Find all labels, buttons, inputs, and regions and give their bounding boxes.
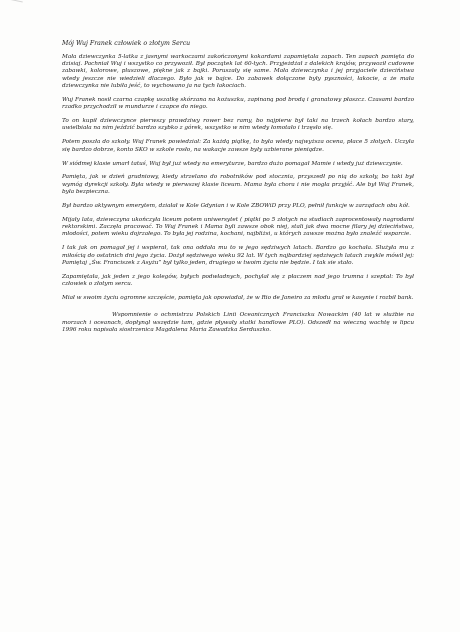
paragraph: Mała dziewczynka 5-latka z jasnymi warkoczami zakończonymi kokardami zapamiętała zapach. Ten zapach pamięta do dzisiaj. Pachniał Wuj i wszystko co przywoził. Był początek lat 60-tych. Przyjeżdżał z dalekich krajów, przywoził cudowne zabawki, kolorowe, pluszowe, piękne jak z bajki. Poruszały się same. Mała dziewczynka i jej przyjaciele dzieciństwa wtedy jeszcze nie wiedzieli dlaczego. Było jak w bajce. Do zabawek dołączone były pyszności, łakocie, a że mała dziewczynka nie lubiła jeść, to wychowano ja na tych łakociach. [62,53,414,90]
paragraph: Zapamiętała, jak jeden z jego kolegów, byłych podwładnych, pochylał się z płaczem nad jego trumna i szeptał: To był człowiek o złotym sercu. [62,273,414,288]
memorial-note: Wspomnienie o ochmistrzu Polskich Linii Oceanicznych Franciszku Nowackim (40 lat w służbie na morzach i oceanach, dopłynął wszędzie tam, gdzie pływały statki handlowe PLO). Odszedł na wieczną wachtę w lipcu 1996 roku napisała siostrzenica Magdalena Maria Zawadzka Serduszko. [62,312,414,333]
paragraph: Miał w swoim życiu ogromne szczęście, pamięta jak opowiadał, że w Rio de Janeiro za młodu grał w kasynie i rozbił bank. [62,294,414,301]
scan-artifact [7,0,23,10]
paragraph: Był bardzo aktywnym emerytem, działał w Kole Gdynian i w Kole ZBOWiD przy PLO, pełnił funkcje w zarządach obu kół. [62,202,410,209]
paragraph: Wuj Franek nosił czarna czapkę uszatkę skórzana na kożuszku, zapinaną pod brodą i granatowy płaszcz. Czasami bardzo rzadko przychodził w mundurze i czapce do niego. [62,96,414,111]
paragraph: W siódmej klasie umarł tatuś, Wuj był już wtedy na emeryturze, bardzo dużo pomagał Mamie i wtedy już dziewczynie. [62,160,403,167]
paragraph: I tak jak on pomagał jej i wspierał, tak ona oddała mu to w jego sędziwych latach. Bardzo go kochała. Służyła mu z miłością do ostatnich dni jego życia. Dożył sędziwego wieku 92 lat. W tych najbardziej sędziwych latach zwykle mówił jej: Pamiętaj „Św. Franciszek z Asyżu” był tylko jeden, drugiego w twoim życiu nie będzie. I tak sie stało. [62,245,414,266]
paragraph: Mijały lata, dziewczyna ukończyła liceum potem uniwersytet ( piątki po 5 złotych na studiach zaprocentowały nagrodami rektorskimi. Zaczęła pracować. To Wuj Franek i Mama byli zawsze obok niej, stali jak dwa mocne filary jej dzieciństwa, młodości, potem wieku dojrzałego. To była jej rodzina, kochani, najbliżsi, u których zawsze można było znaleźć wsparcie. [62,216,414,238]
document-title: Mój Wuj Franek człowiek o złotym Sercu [62,40,191,47]
paragraph: Potem poszła do szkoły. Wuj Franek powiedział: Za każdą piątkę, to była wtedy najwyższa ocena, płace 5 złotych. Uczyła się bardzo dobrze, konto SKO w szkole rosło, na wakacje zawsze były uzbierane pieniądze. [62,139,414,153]
document-body [62,40,414,341]
paragraph: To on kupił dziewczynce pierwszy prawdziwy rower bez ramy, bo najpierw był taki na trzech kołach bardzo stary, uwielbiała na nim jeździć bardzo szybko z górek, wszystko w nim wtedy łomotało i trzęsło się. [62,118,414,132]
paragraph: Pamięta, jak w dzień grudniowy, kiedy strzelano do robotników pod stocznia, przyszedł po nią do szkoły, bo taki był wymóg dyrekcji szkoły. Była wtedy w pierwszej klasie liceum. Mama była chora i nie mogła przyjść. Ale był Wuj Franek, była bezpieczna. [62,174,414,196]
